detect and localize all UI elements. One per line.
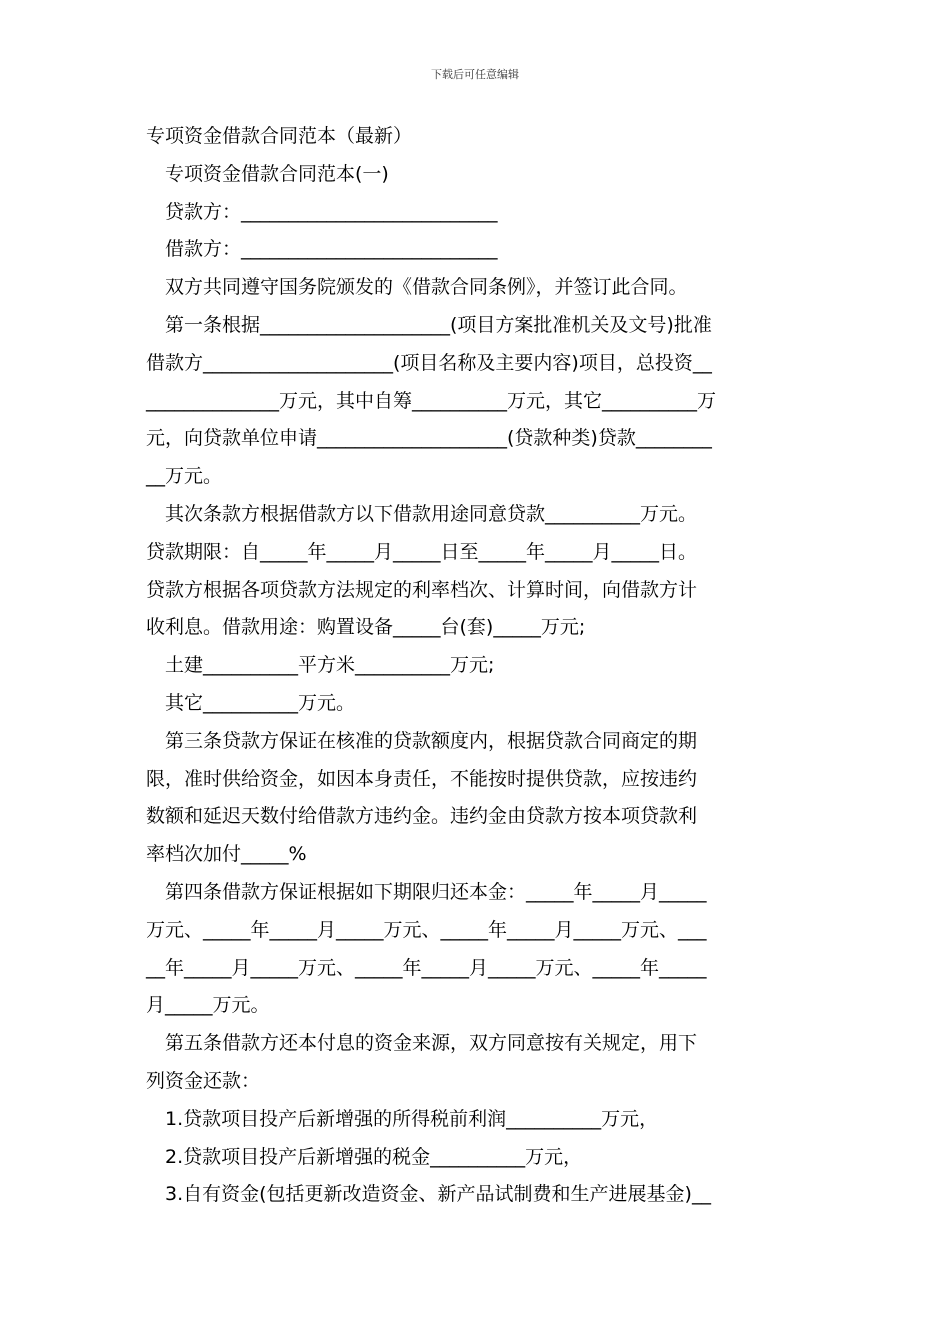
article-1-line: 第一条根据____________________(项目方案批准机关及文号)批准 [165, 313, 712, 336]
article-1-line: ______________万元，其中自筹__________万元，其它__________万 [146, 389, 717, 412]
header-note: 下载后可任意编辑 [431, 68, 519, 81]
repayment-item: 2.贷款项目投产后新增强的税金__________万元， [165, 1145, 583, 1168]
article-1-line: 元，向贷款单位申请____________________(贷款种类)贷款________ [146, 427, 712, 450]
article-3-line: 限，准时供给资金，如因本身责任，不能按时提供贷款，应按违约 [146, 767, 698, 790]
borrower-line: 借款方：___________________________ [165, 238, 498, 261]
article-2-line: 其它__________万元。 [165, 691, 356, 714]
lender-line: 贷款方：___________________________ [165, 200, 498, 223]
article-2-line: 其次条款方根据借款方以下借款用途同意贷款__________万元。 [165, 502, 698, 525]
article-5-line: 第五条借款方还本付息的资金来源，双方同意按有关规定，用下 [165, 1032, 698, 1055]
article-2-line: 贷款方根据各项贷款方法规定的利率档次、计算时间，向借款方计 [146, 578, 698, 601]
repayment-item: 3.自有资金(包括更新改造资金、新产品试制费和生产进展基金)__ [165, 1183, 711, 1206]
article-4-line: 第四条借款方保证根据如下期限归还本金：_____年_____月_____ [165, 880, 707, 903]
article-1-line: 借款方____________________(项目名称及主要内容)项目，总投资__ [146, 351, 712, 374]
article-1-line: __万元。 [146, 465, 223, 488]
document-subtitle: 专项资金借款合同范本(一) [165, 162, 389, 185]
article-2-line: 贷款期限：自_____年_____月_____日至_____年_____月_____日。 [146, 540, 698, 563]
repayment-item: 1.贷款项目投产后新增强的所得税前利润__________万元， [165, 1107, 659, 1130]
intro-paragraph: 双方共同遵守国务院颁发的《借款合同条例》，并签订此合同。 [165, 276, 688, 299]
article-3-line: 第三条贷款方保证在核准的贷款额度内，根据贷款合同商定的期 [165, 729, 698, 752]
article-2-line: 收利息。借款用途：购置设备_____台(套)_____万元; [146, 616, 586, 639]
article-3-line: 数额和延迟天数付给借款方违约金。违约金由贷款方按本项贷款利 [146, 805, 698, 828]
article-2-line: 土建__________平方米__________万元; [165, 654, 495, 677]
article-4-line: 万元、_____年_____月_____万元、_____年_____月_____万元、___ [146, 918, 707, 941]
article-4-line: 月_____万元。 [146, 994, 270, 1017]
article-5-line: 列资金还款： [146, 1069, 261, 1092]
article-3-line: 率档次加付_____% [146, 843, 307, 866]
document-title: 专项资金借款合同范本（最新） [146, 125, 413, 147]
article-4-line: __年_____月_____万元、_____年_____月_____万元、_____年_____ [146, 956, 707, 979]
document-body [146, 118, 810, 1214]
